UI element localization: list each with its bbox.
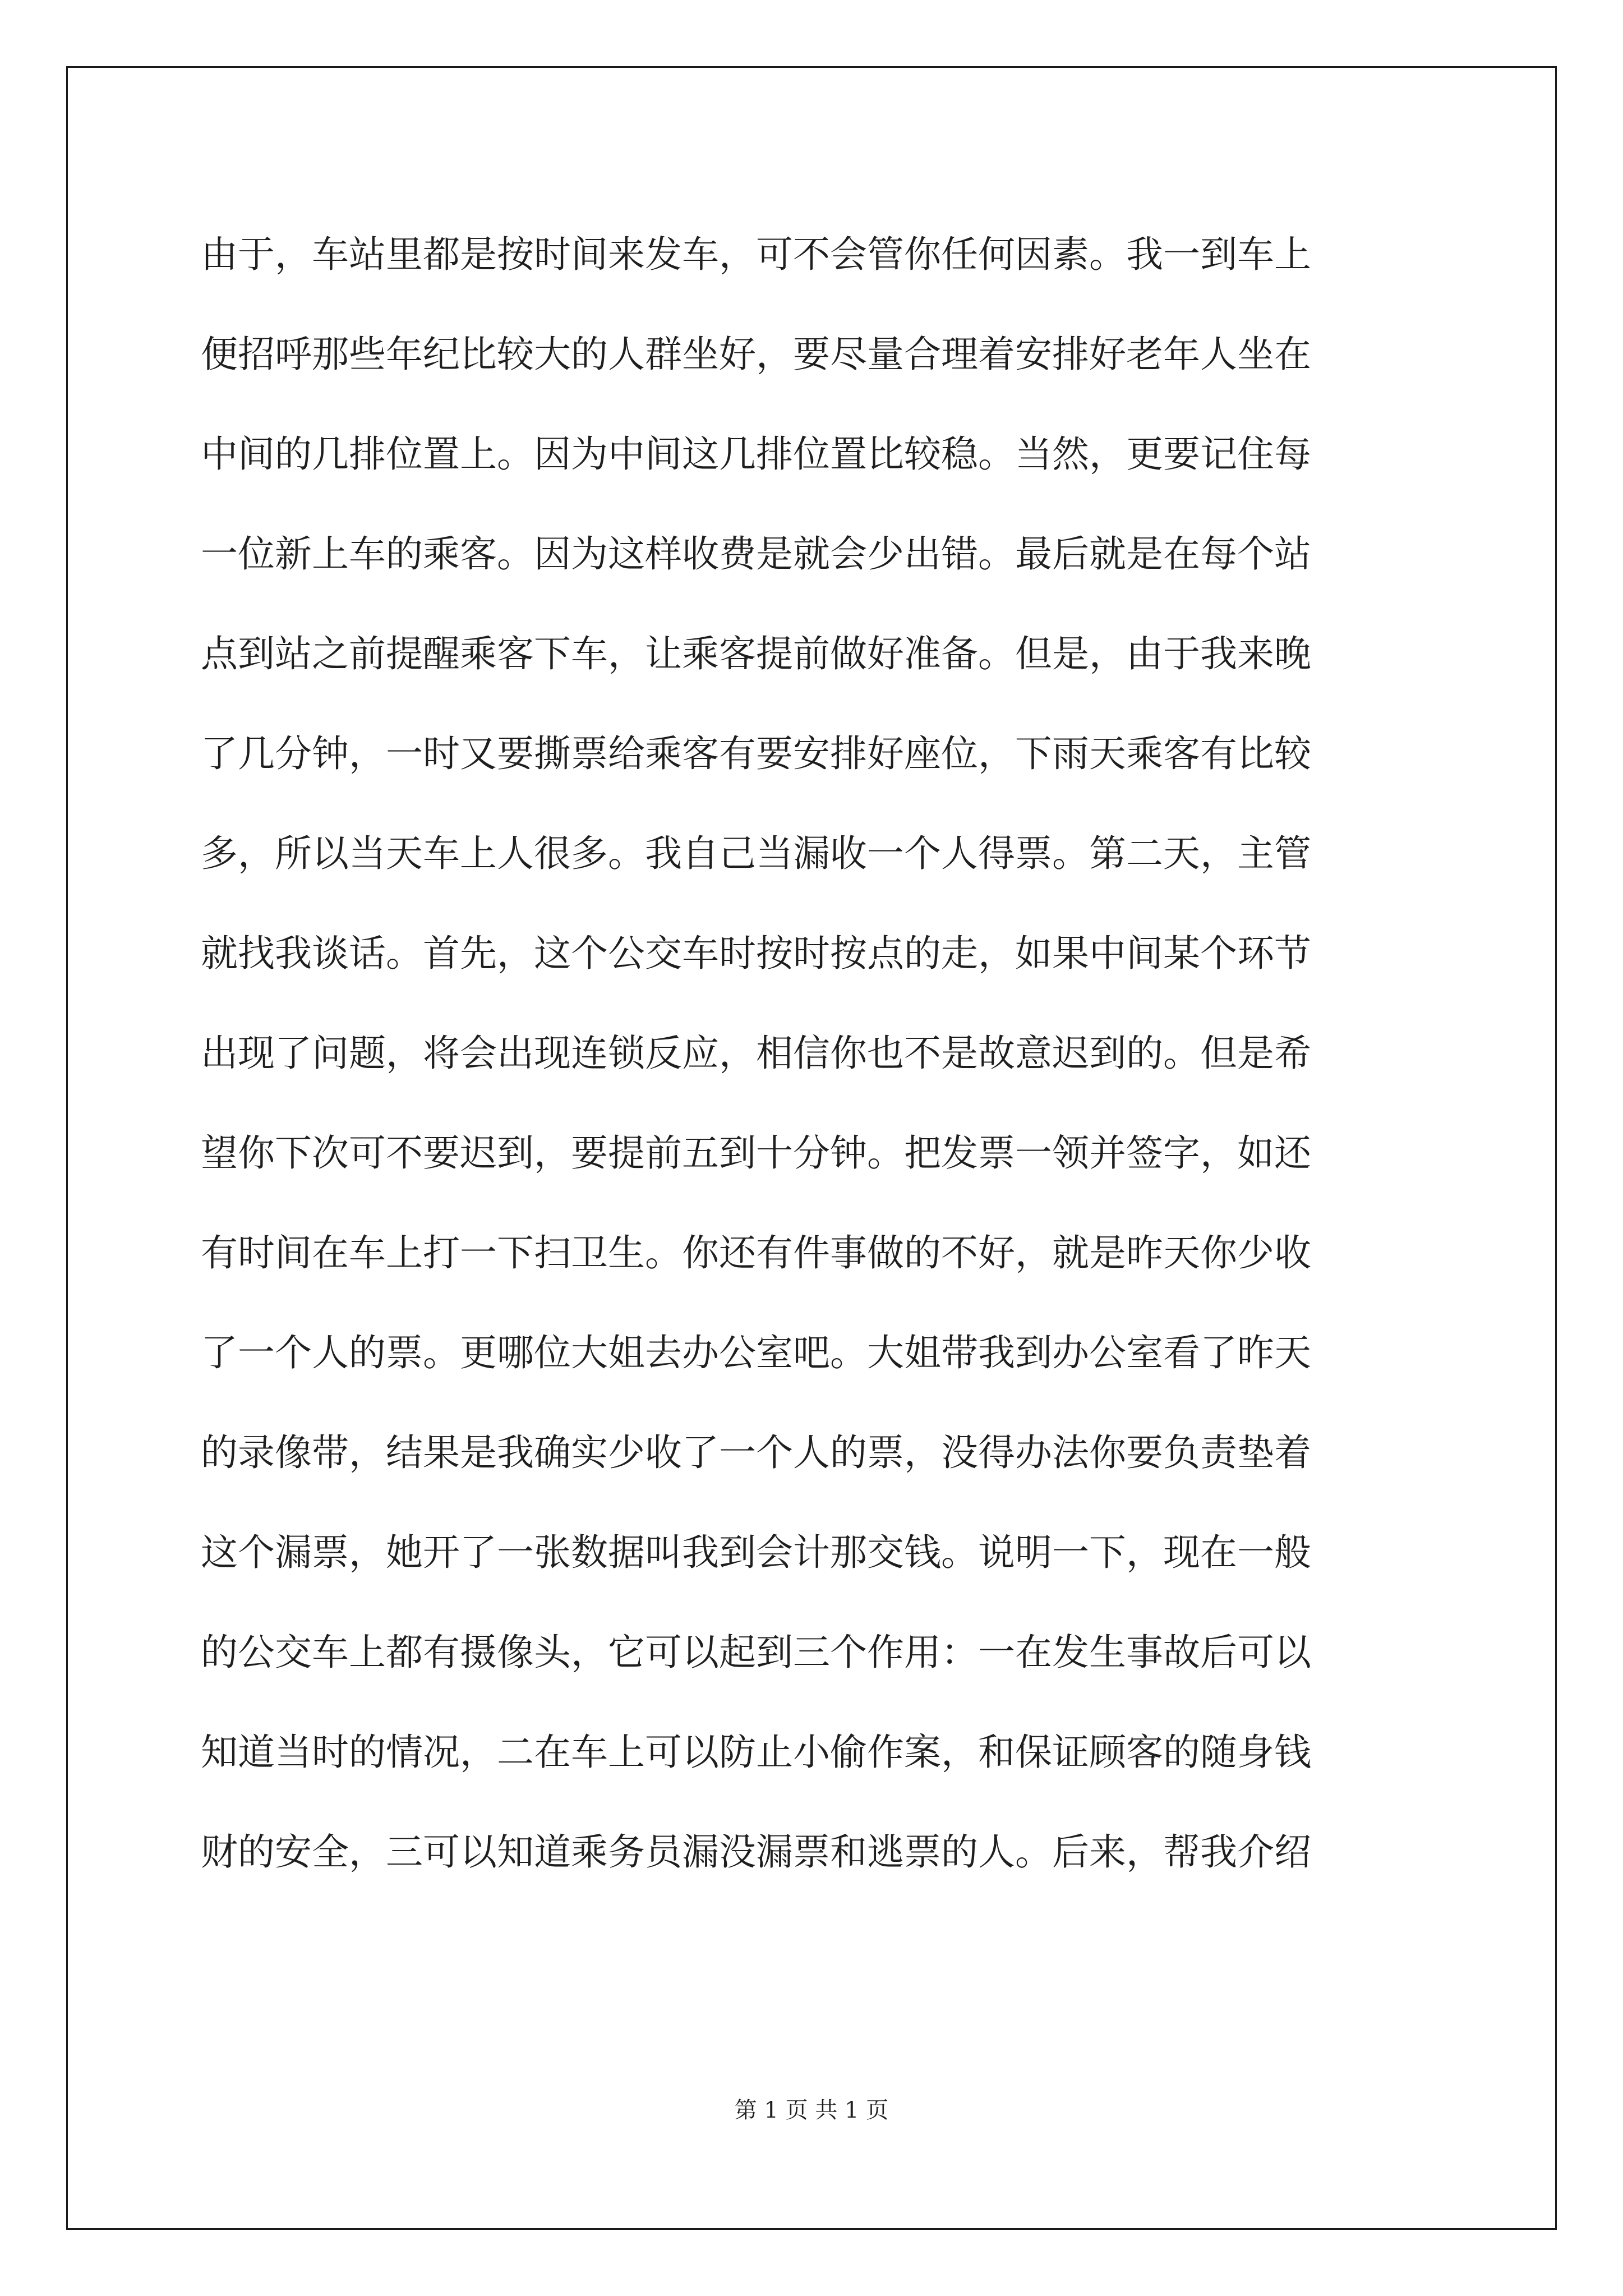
body-text: 由于，车站里都是按时间来发车，可不会管你任何因素。我一到车上 便招呼那些年纪比较大的人群坐好，要尽量合理着安排好老年人坐在 中间的几排位置上。因为中间这几排位置比较稳。当然，更要记住每 一位新上车的乘客。因为这样收费是就会少出错。最后就是在每个站 点到站之前提醒乘客下车，让乘客提前做好准备。但是，由于我来晚 了几分钟，一时又要撕票给乘客有要安排好座位，下雨天乘客有比较 多，所以当天车上人很多。我自己当漏收一个人得票。第二天，主管 就找我谈话。首先，这个公交车时按时按点的走，如果中间某个环节 出现了问题，将会出现连锁反应，相信你也不是故意迟到的。但是希 望你下次可不要迟到，要提前五到十分钟。把发票一领并签字，如还 有时间在车上打一下扫卫生。你还有件事做的不好，就是昨天你少收 了一个人的票。更哪位大姐去办公室吧。大姐带我到办公室看了昨天 的录像带，结果是我确实少收了一个人的票，没得办法你要负责垫着 这个漏票，她开了一张数据叫我到会计那交钱。说明一下，现在一般 的公交车上都有摄像头，它可以起到三个作用：一在发生事故后可以 知道当时的情况，二在车上可以防止小偷作案，和保证顾客的随身钱 财的安全，三可以知道乘务员漏没漏票和逃票的人。后来，帮我介绍: [201, 233, 1311, 1874]
page-footer: 第 1 页 共 1 页: [734, 2097, 889, 2123]
